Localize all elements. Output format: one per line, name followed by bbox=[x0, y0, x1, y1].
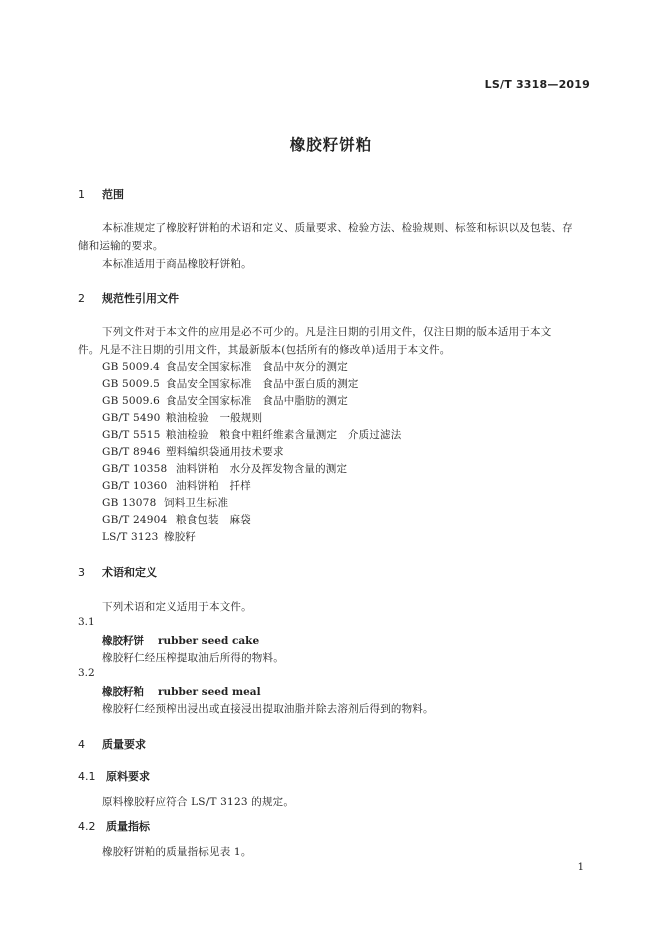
subsection-text: 原料橡胶籽应符合 LS/T 3123 的规定。 bbox=[102, 796, 295, 808]
reference-name: 油料饼粕 水分及挥发物含量的测定 bbox=[176, 463, 348, 475]
term-definition: 橡胶籽仁经预榨出浸出或直接浸出提取油脂并除去溶剂后得到的物料。 bbox=[102, 703, 434, 715]
reference-name: 粮食包装 麻袋 bbox=[176, 514, 251, 526]
reference-name: 食品安全国家标准 食品中蛋白质的测定 bbox=[166, 378, 359, 390]
term-chinese: 橡胶籽饼 bbox=[102, 635, 144, 647]
reference-item bbox=[102, 393, 348, 408]
reference-code: LS/T 3123 bbox=[102, 531, 159, 543]
reference-item bbox=[102, 359, 348, 374]
term-number: 3.2 bbox=[78, 667, 95, 679]
section-title: 规范性引用文件 bbox=[102, 292, 179, 305]
terms-intro: 下列术语和定义适用于本文件。 bbox=[102, 601, 252, 613]
reference-name: 粮油检验 粮食中粗纤维素含量测定 介质过滤法 bbox=[166, 429, 402, 441]
subsection-title: 质量指标 bbox=[106, 820, 150, 833]
section-heading-terms bbox=[78, 564, 157, 580]
term-entry bbox=[102, 684, 261, 699]
reference-item bbox=[102, 410, 262, 425]
reference-item bbox=[102, 529, 196, 544]
term-definition: 橡胶籽仁经压榨提取油后所得的物料。 bbox=[102, 652, 284, 664]
reference-name: 饲料卫生标准 bbox=[164, 497, 229, 509]
term-chinese: 橡胶籽粕 bbox=[102, 686, 144, 698]
reference-item bbox=[102, 461, 347, 476]
reference-name: 塑料编织袋通用技术要求 bbox=[166, 446, 284, 458]
scope-paragraph-line: 本标准规定了橡胶籽饼粕的术语和定义、质量要求、检验方法、检验规则、标签和标识以及包装、存 bbox=[102, 222, 573, 234]
reference-item bbox=[102, 478, 251, 493]
subsection-heading-raw-material bbox=[78, 768, 150, 784]
reference-item bbox=[102, 512, 251, 527]
reference-item bbox=[102, 495, 228, 510]
reference-code: GB 5009.6 bbox=[102, 395, 160, 407]
reference-code: GB/T 5515 bbox=[102, 429, 161, 441]
section-heading-quality bbox=[78, 736, 146, 752]
section-title: 术语和定义 bbox=[102, 566, 157, 579]
reference-code: GB 5009.5 bbox=[102, 378, 160, 390]
section-number: 4 bbox=[78, 738, 85, 751]
reference-name: 橡胶籽 bbox=[164, 531, 197, 543]
document-title: 橡胶籽饼粕 bbox=[289, 136, 373, 154]
term-english: rubber seed meal bbox=[158, 686, 261, 698]
section-title: 范围 bbox=[102, 188, 124, 201]
reference-name: 食品安全国家标准 食品中灰分的测定 bbox=[166, 361, 348, 373]
subsection-text: 橡胶籽饼粕的质量指标见表 1。 bbox=[102, 846, 252, 858]
term-number: 3.1 bbox=[78, 616, 95, 628]
reference-name: 食品安全国家标准 食品中脂肪的测定 bbox=[166, 395, 348, 407]
reference-code: GB/T 10358 bbox=[102, 463, 168, 475]
standard-code: LS/T 3318—2019 bbox=[484, 78, 590, 91]
scope-paragraph-line: 储和运输的要求。 bbox=[78, 240, 164, 252]
reference-code: GB/T 8946 bbox=[102, 446, 161, 458]
section-heading-normative bbox=[78, 290, 179, 306]
page-number: 1 bbox=[577, 862, 584, 873]
reference-item bbox=[102, 376, 359, 391]
subsection-heading-quality-index bbox=[78, 818, 150, 834]
subsection-number: 4.2 bbox=[78, 820, 96, 833]
section-number: 3 bbox=[78, 566, 85, 579]
section-number: 2 bbox=[78, 292, 85, 305]
normative-intro-line: 下列文件对于本文件的应用是必不可少的。凡是注日期的引用文件，仅注日期的版本适用于本文 bbox=[102, 326, 552, 338]
term-entry bbox=[102, 633, 259, 648]
reference-item bbox=[102, 444, 284, 459]
subsection-number: 4.1 bbox=[78, 770, 96, 783]
reference-name: 油料饼粕 扦样 bbox=[176, 480, 251, 492]
section-heading-scope bbox=[78, 186, 124, 202]
section-title: 质量要求 bbox=[102, 738, 146, 751]
reference-code: GB/T 5490 bbox=[102, 412, 161, 424]
reference-name: 粮油检验 一般规则 bbox=[166, 412, 263, 424]
reference-code: GB/T 10360 bbox=[102, 480, 168, 492]
term-english: rubber seed cake bbox=[158, 635, 260, 647]
reference-code: GB 13078 bbox=[102, 497, 157, 509]
reference-code: GB/T 24904 bbox=[102, 514, 168, 526]
normative-intro-line: 件。凡是不注日期的引用文件，其最新版本(包括所有的修改单)适用于本文件。 bbox=[78, 344, 451, 356]
reference-item bbox=[102, 427, 401, 442]
subsection-title: 原料要求 bbox=[106, 770, 150, 783]
section-number: 1 bbox=[78, 188, 85, 201]
scope-paragraph: 本标准适用于商品橡胶籽饼粕。 bbox=[102, 258, 252, 270]
reference-code: GB 5009.4 bbox=[102, 361, 160, 373]
